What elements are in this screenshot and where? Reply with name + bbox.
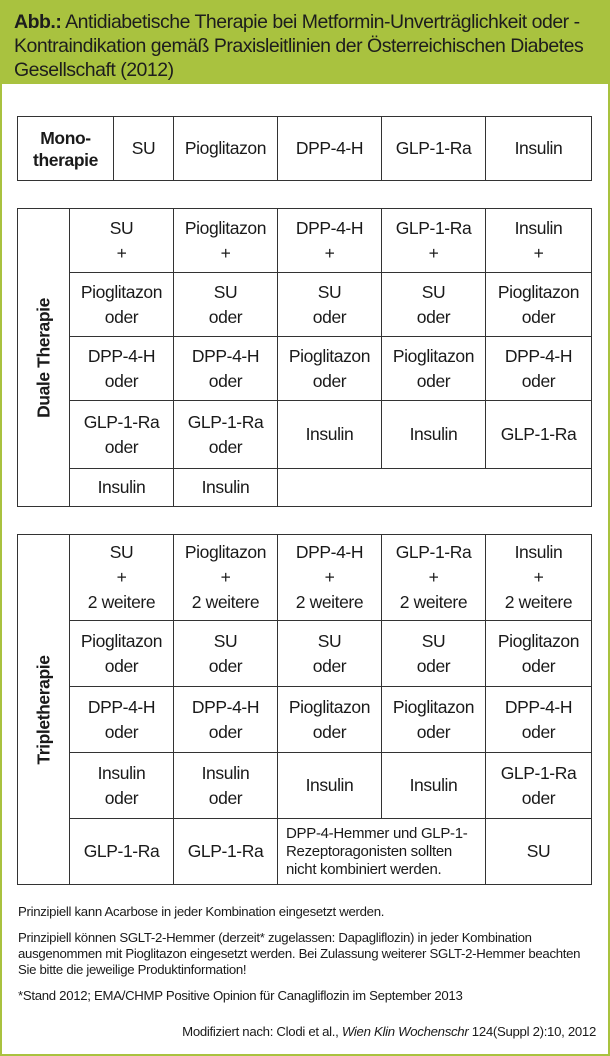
table-cell: Insulin + 2 weitere: [486, 535, 592, 621]
table-cell: Pioglitazon oder: [486, 621, 592, 687]
table-cell: Pioglitazon oder: [278, 687, 382, 753]
duale-label: Duale Therapie: [33, 297, 53, 418]
duale-row-5: [18, 469, 592, 507]
table-cell: GLP-1-Ra oder: [174, 401, 278, 469]
triple-label: Tripletherapie: [33, 654, 53, 765]
mono-row: [18, 117, 592, 181]
table-cell: Insulin oder: [174, 753, 278, 819]
table-cell: DPP-4-H oder: [174, 337, 278, 401]
table-cell: DPP-4-H oder: [486, 687, 592, 753]
note-sglt2: Prinzipiell können SGLT-2-Hemmer (derzeit* zugelassen: Dapagliflozin) in jeder Kombination ausgenommen mit Pioglitazon eingesetzt werden. Bei Zulassung weiterer SGLT-2-Hemmer beachten Sie bitte die jeweilige Produktinformation!: [18, 930, 581, 977]
table-cell: Insulin: [382, 753, 486, 819]
source-citation: Modifiziert nach: Clodi et al., Wien Klin Wochenschr 124(Suppl 2):10, 2012: [182, 1024, 596, 1039]
duale-label-cell: [18, 209, 70, 507]
duale-row-1: [18, 209, 592, 273]
duale-row-2: [18, 273, 592, 337]
table-cell: Pioglitazon + 2 weitere: [174, 535, 278, 621]
table-cell: SU oder: [174, 621, 278, 687]
table-cell: Pioglitazon oder: [382, 337, 486, 401]
table-cell: Pioglitazon oder: [382, 687, 486, 753]
table-cell: Pioglitazon oder: [278, 337, 382, 401]
triple-row-4: [18, 753, 592, 819]
mono-cell: GLP-1-Ra: [382, 117, 486, 181]
note-acarbose: Prinzipiell kann Acarbose in jeder Kombination eingesetzt werden.: [18, 904, 385, 919]
table-cell: Pioglitazon oder: [486, 273, 592, 337]
table-cell: DPP-4-H oder: [70, 687, 174, 753]
table-cell: GLP-1-Ra: [174, 819, 278, 885]
mono-table: [17, 116, 592, 181]
triple-row-2: [18, 621, 592, 687]
note-stand: *Stand 2012; EMA/CHMP Positive Opinion für Canagliflozin im September 2013: [18, 988, 463, 1003]
figure-header: [2, 2, 608, 84]
merged-note-cell: DPP-4-Hemmer und GLP-1- Rezeptoragonisten sollten nicht kombiniert werden.: [278, 819, 486, 885]
figure-title: Antidiabetische Therapie bei Metformin-Unverträglichkeit oder -Kontraindikation gemäß Praxisleitlinien der Österreichischen Diabetes Gesellschaft (2012): [14, 11, 584, 81]
mono-cell: DPP-4-H: [278, 117, 382, 181]
table-cell: SU oder: [174, 273, 278, 337]
journal-name: Wien Klin Wochenschr: [341, 1024, 469, 1039]
table-cell: Insulin oder: [70, 753, 174, 819]
table-cell: GLP-1-Ra +: [382, 209, 486, 273]
table-cell: Pioglitazon oder: [70, 273, 174, 337]
mono-cell: Pioglitazon: [174, 117, 278, 181]
triple-row-1: [18, 535, 592, 621]
table-cell: GLP-1-Ra oder: [70, 401, 174, 469]
table-cell: SU oder: [382, 621, 486, 687]
table-cell: Insulin: [174, 469, 278, 507]
table-cell: DPP-4-H oder: [70, 337, 174, 401]
table-cell: Insulin +: [486, 209, 592, 273]
table-cell: DPP-4-H +: [278, 209, 382, 273]
triple-row-5: [18, 819, 592, 885]
table-cell: GLP-1-Ra: [486, 401, 592, 469]
table-cell: SU + 2 weitere: [70, 535, 174, 621]
table-cell: GLP-1-Ra oder: [486, 753, 592, 819]
table-cell: Insulin: [278, 753, 382, 819]
triple-table: [17, 534, 592, 885]
mono-label: Mono- therapie: [18, 117, 114, 181]
footnotes: [18, 904, 598, 1014]
empty-cell: [278, 469, 592, 507]
table-cell: DPP-4-H oder: [486, 337, 592, 401]
table-cell: Insulin: [278, 401, 382, 469]
table-cell: SU oder: [278, 621, 382, 687]
table-cell: SU: [486, 819, 592, 885]
mono-cell: SU: [114, 117, 174, 181]
triple-row-3: [18, 687, 592, 753]
duale-row-3: [18, 337, 592, 401]
table-cell: Insulin: [70, 469, 174, 507]
triple-label-cell: [18, 535, 70, 885]
duale-table: [17, 208, 592, 507]
table-cell: GLP-1-Ra + 2 weitere: [382, 535, 486, 621]
table-cell: DPP-4-H + 2 weitere: [278, 535, 382, 621]
table-cell: SU oder: [278, 273, 382, 337]
table-cell: SU oder: [382, 273, 486, 337]
duale-row-4: [18, 401, 592, 469]
table-cell: Pioglitazon +: [174, 209, 278, 273]
table-cell: SU +: [70, 209, 174, 273]
figure-label: Abb.:: [14, 11, 62, 33]
table-cell: DPP-4-H oder: [174, 687, 278, 753]
mono-cell: Insulin: [486, 117, 592, 181]
table-cell: GLP-1-Ra: [70, 819, 174, 885]
table-cell: Insulin: [382, 401, 486, 469]
table-cell: Pioglitazon oder: [70, 621, 174, 687]
